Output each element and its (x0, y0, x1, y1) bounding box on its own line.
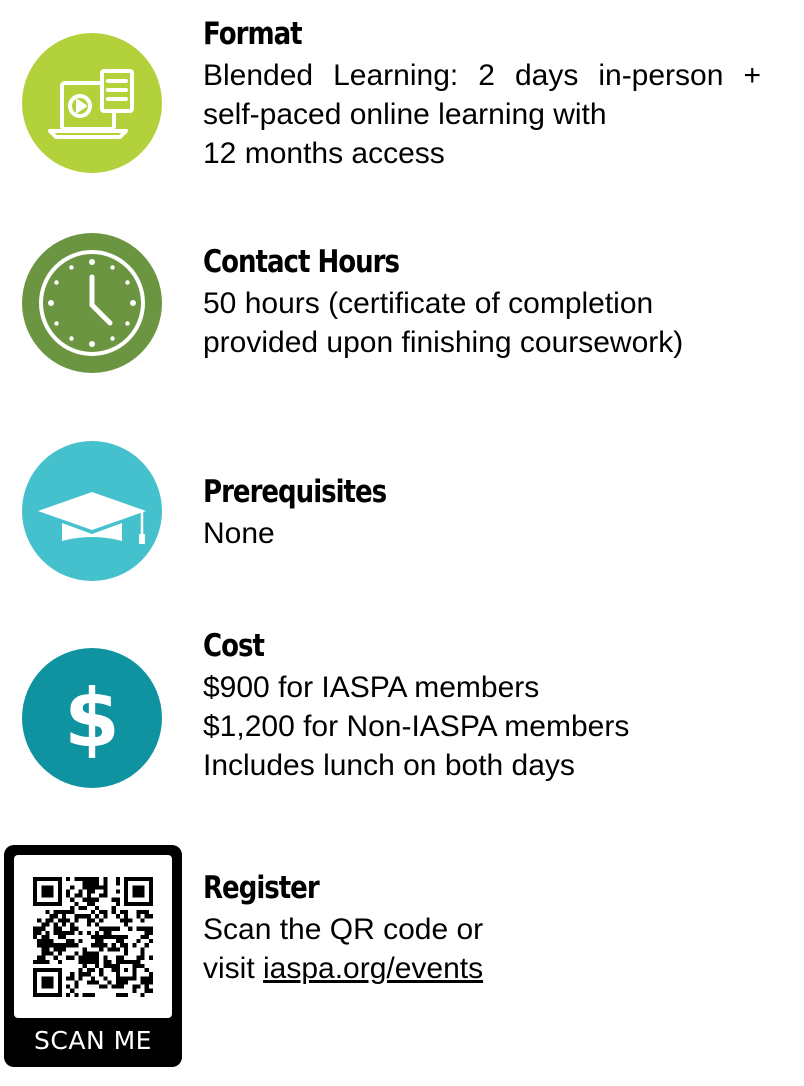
format-heading: Format (203, 16, 302, 52)
format-line-3: 12 months access (203, 137, 445, 170)
format-text (203, 16, 783, 173)
format-word: in-person (598, 59, 724, 92)
format-word: 2 (478, 59, 495, 92)
prerequisites-heading: Prerequisites (203, 474, 387, 510)
register-line-2 (203, 949, 783, 988)
register-line-1: Scan the QR code or (203, 913, 484, 946)
dollar-glyph: $ (64, 672, 120, 765)
register-heading: Register (203, 870, 319, 906)
cost-line-2: $1,200 for Non-IASPA members (203, 710, 630, 743)
register-section (0, 850, 804, 1050)
prerequisites-text (203, 474, 783, 553)
scan-me-label: SCAN ME (34, 1026, 152, 1055)
cost-icon-circle (22, 648, 162, 788)
format-word: Learning: (333, 59, 459, 92)
format-word: days (514, 59, 579, 92)
contact-hours-line-1: 50 hours (certificate of completion (203, 287, 654, 320)
clock-tick (125, 321, 129, 325)
clock-tick (125, 280, 129, 284)
clock-tick (48, 300, 54, 306)
clock-tick (89, 341, 95, 347)
contact-hours-heading: Contact Hours (203, 244, 399, 280)
graduation-cap-icon (22, 441, 162, 581)
register-visit-prefix: visit (203, 952, 263, 985)
clock-tick (110, 336, 114, 340)
cost-line-3: Includes lunch on both days (203, 749, 575, 782)
cost-heading: Cost (203, 628, 264, 664)
prerequisites-section (0, 430, 804, 600)
register-text (203, 870, 783, 988)
format-line-1 (203, 56, 761, 95)
clock-tick (130, 300, 136, 306)
cost-section (0, 620, 804, 810)
format-word: Blended (203, 59, 314, 92)
format-line-2: self-paced online learning with (203, 98, 607, 131)
contact-hours-section (0, 220, 804, 390)
contact-hours-text (203, 244, 783, 362)
cost-text (203, 628, 783, 785)
clock-icon (22, 233, 162, 373)
contact-hours-icon-circle (22, 233, 162, 373)
laptop-video-document-icon (22, 33, 162, 173)
prerequisites-icon-circle (22, 441, 162, 581)
format-word: + (743, 59, 761, 92)
clock-tick (54, 321, 58, 325)
cost-line-1: $900 for IASPA members (203, 671, 540, 704)
clock-tick (69, 336, 73, 340)
clock-tick (89, 259, 95, 265)
clock-tick (69, 265, 73, 269)
clock-tick (54, 280, 58, 284)
format-section (0, 0, 804, 200)
prerequisites-line-1: None (203, 517, 275, 550)
format-icon-circle (22, 33, 162, 173)
clock-tick (110, 265, 114, 269)
contact-hours-line-2: provided upon finishing coursework) (203, 326, 684, 359)
events-link[interactable]: iaspa.org/events (263, 952, 484, 985)
dollar-sign-icon (22, 648, 162, 788)
